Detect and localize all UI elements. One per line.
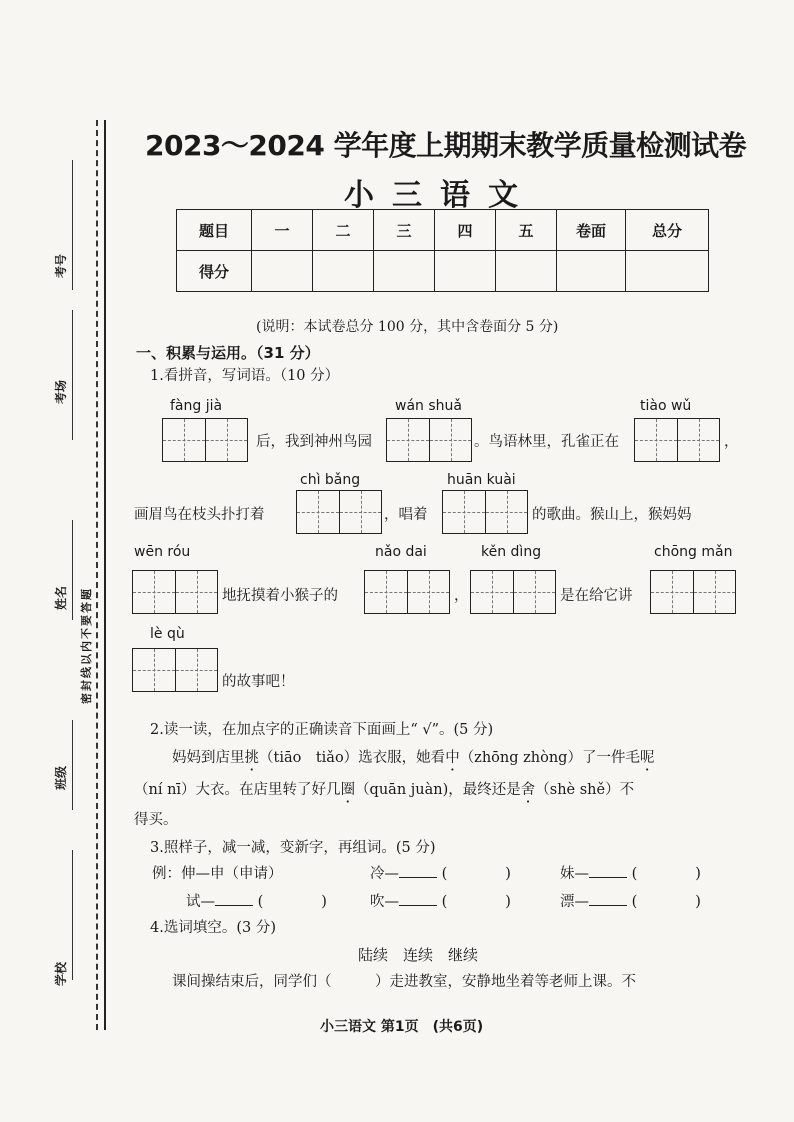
field-label-exam-room: 考场 [54,379,68,404]
section-heading: 一、积累与运用。（31 分） [136,344,320,362]
question-2-line-1 [172,746,654,767]
pinyin-label: chōng mǎn [654,544,733,560]
answer-grid[interactable] [442,490,528,534]
score-header-cell: 卷面 [557,210,626,251]
score-table [176,209,709,292]
question-2-line-2 [134,778,634,799]
answer-grid[interactable] [386,418,472,462]
question-2-line-3: 得买。 [134,812,178,828]
exam-subject: 小三语文 [344,178,536,213]
dotted-char: 中 [445,750,460,766]
score-cell[interactable] [313,251,374,292]
question-2-prompt: 2.读一读，在加点字的正确读音下面画上“ √”。(5 分) [150,722,494,738]
q3-item: 吹— ( ) [370,890,511,911]
question-1-prompt: 1.看拼音，写词语。（10 分） [150,368,340,384]
pinyin-label: lè qù [150,626,185,642]
answer-grid[interactable] [650,570,736,614]
score-table-header-row [177,210,709,251]
q3-item: 试— ( ) [186,890,327,911]
question-text: 是在给它讲 [560,588,633,604]
q2-text: （ní nī）大衣。在店里转了好几 [134,782,341,798]
score-cell[interactable] [252,251,313,292]
score-cell[interactable] [374,251,435,292]
question-text: ， [724,434,739,450]
question-text: 的故事吧！ [222,674,295,690]
score-cell[interactable] [626,251,709,292]
fill-blank[interactable] [399,891,437,906]
question-4-sentence: 课间操结束后，同学们（ ）走进教室，安静地坐着等老师上课。不 [172,974,636,990]
score-header-cell: 题目 [177,210,252,251]
score-row-label: 得分 [177,251,252,292]
score-cell[interactable] [557,251,626,292]
q2-text: 妈妈到店里 [172,750,245,766]
question-text: ， [454,588,469,604]
q2-text: （tiāo tiǎo）选衣服，她看 [259,750,446,766]
score-header-cell: 一 [252,210,313,251]
pinyin-label: wēn róu [134,544,191,560]
field-label-exam-number: 考号 [54,253,68,278]
question-text: 。鸟语林里，孔雀正在 [474,434,619,450]
question-4-prompt: 4.选词填空。(3 分) [150,920,276,936]
q2-text: （shè shě）不 [535,782,635,798]
seal-line-note: 密封线以内不要答题 [80,587,93,704]
question-text: 后，我到神州鸟园 [256,434,372,450]
pinyin-label: nǎo dai [375,544,427,560]
pinyin-label: tiào wǔ [640,398,692,414]
q3-item: 漂— ( ) [560,890,701,911]
pinyin-label: kěn dìng [481,544,542,560]
exam-title: 2023～2024 学年度上期期末教学质量检测试卷 [145,129,747,162]
exam-instructions: (说明：本试卷总分 100 分，其中含卷面分 5 分) [256,319,559,335]
dotted-char: 圈 [340,782,356,798]
field-label-name: 姓名 [54,585,68,610]
dotted-char: 挑 [244,750,259,766]
field-line-school [72,850,73,980]
dotted-char: 呢 [639,750,655,766]
score-header-cell: 总分 [626,210,709,251]
fill-blank[interactable] [589,863,627,878]
answer-grid[interactable] [132,570,218,614]
score-cell[interactable] [435,251,496,292]
answer-grid[interactable] [296,490,382,534]
score-cell[interactable] [496,251,557,292]
word-options: 陆续 连续 继续 [358,946,479,964]
score-header-cell: 三 [374,210,435,251]
field-line-exam-room [72,310,73,440]
answer-grid[interactable] [132,648,218,692]
field-label-class: 班级 [54,765,68,790]
pinyin-label: huān kuài [447,472,516,488]
dotted-char: 舍 [520,782,536,798]
score-table-score-row [177,251,709,292]
q3-item: 冷— ( ) [370,862,511,883]
q2-text: （zhōng zhòng）了一件毛 [459,750,640,766]
answer-grid[interactable] [470,570,556,614]
question-text: 的歌曲。猴山上，猴妈妈 [532,507,692,523]
question-3-example: 例：伸—申（申请） [152,866,283,882]
score-header-cell: 四 [435,210,496,251]
score-header-cell: 二 [313,210,374,251]
question-text: 画眉鸟在枝头扑打着 [134,507,265,523]
field-line-name [72,520,73,620]
q3-item: 妹— ( ) [560,862,701,883]
field-line-class [72,720,73,810]
binding-line-dashed [96,120,98,1030]
field-line-exam-number [72,160,73,290]
pinyin-label: chì bǎng [300,472,361,488]
question-text: 地抚摸着小猴子的 [222,588,338,604]
binding-line-solid [104,120,106,1030]
answer-grid[interactable] [364,570,450,614]
question-3-prompt: 3.照样子，减一减，变新字，再组词。(5 分) [150,840,436,856]
pinyin-label: fàng jià [170,398,223,414]
fill-blank[interactable] [589,891,627,906]
question-text: ，唱着 [384,507,428,523]
fill-blank[interactable] [215,891,253,906]
fill-blank[interactable] [399,863,437,878]
q2-text: （quān juàn)，最终还是 [355,782,521,798]
answer-grid[interactable] [162,418,248,462]
field-label-school: 学校 [54,961,68,986]
pinyin-label: wán shuǎ [395,398,462,414]
page-footer: 小三语文 第1页 (共6页) [320,1019,484,1035]
answer-grid[interactable] [634,418,720,462]
score-header-cell: 五 [496,210,557,251]
